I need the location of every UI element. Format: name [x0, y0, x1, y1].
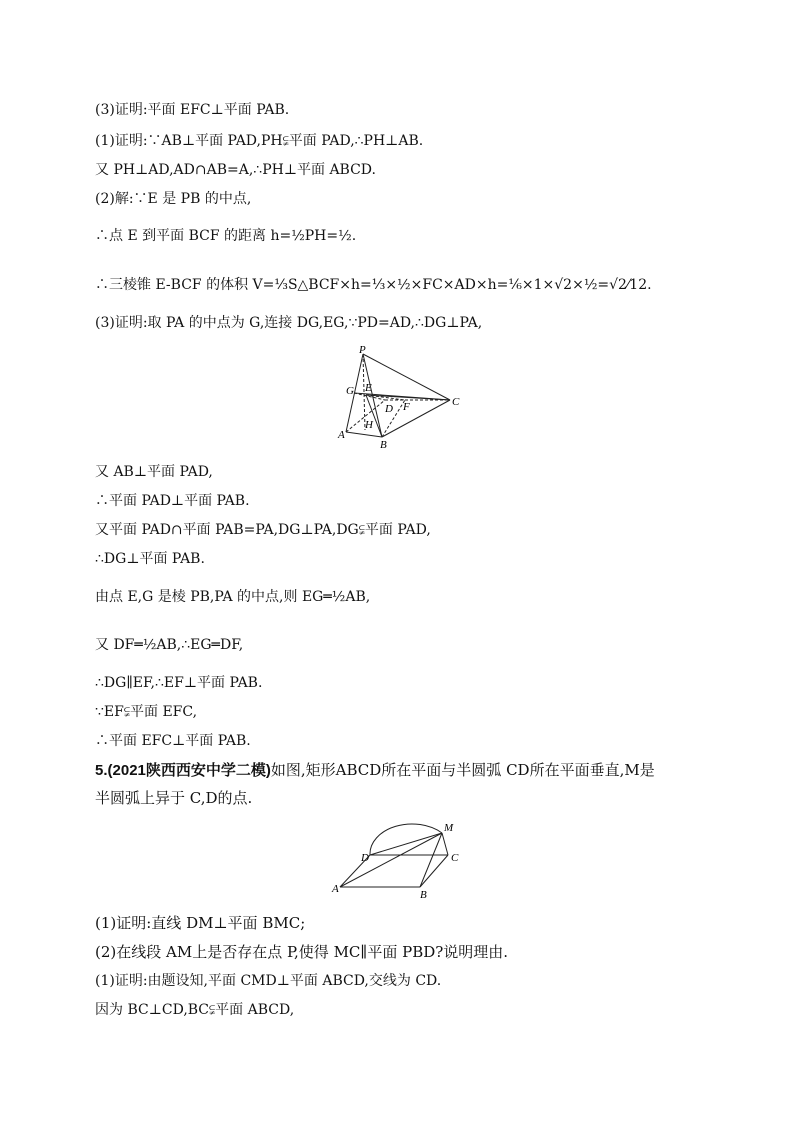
text-line: ∴三棱锥 E-BCF 的体积 V=⅓S△BCF×h=⅓×½×FC×AD×h=⅙×1×√2×½=√2⁄12. [95, 277, 652, 293]
label-E: E [365, 382, 372, 394]
problem-source: (2021陕西西安中学二模) [107, 762, 271, 779]
label-P: P [359, 344, 366, 356]
rectangle-semicircle-figure [330, 815, 470, 905]
problem-5-stem [95, 760, 655, 781]
text-line: 由点 E,G 是棱 PB,PA 的中点,则 EG═½AB, [95, 589, 371, 605]
label-D: D [385, 403, 393, 415]
text-line: (1)证明:∵AB⊥平面 PAD,PH⫋平面 PAD,∴PH⊥AB. [95, 133, 424, 149]
label-C: C [451, 852, 459, 864]
problem-text-2: 半圆弧上异于 C,D的点. [95, 789, 253, 807]
text-line: 又平面 PAD∩平面 PAB=PA,DG⊥PA,DG⫋平面 PAD, [95, 522, 431, 538]
label-B: B [420, 889, 427, 901]
problem-number: 5. [95, 762, 108, 779]
text-line: ∵EF⫋平面 EFC, [95, 704, 198, 720]
label-H: H [365, 419, 373, 431]
label-C: C [452, 396, 460, 408]
problem-text-1: 如图,矩形ABCD所在平面与半圆弧 CD所在平面垂直,M是 [270, 761, 655, 779]
pyramid-figure [330, 342, 470, 454]
text-line: ∴点 E 到平面 BCF 的距离 h=½PH=½. [95, 228, 357, 244]
answer-line: (1)证明:由题设知,平面 CMD⊥平面 ABCD,交线为 CD. [95, 973, 442, 989]
question-2: (2)在线段 AM上是否存在点 P,使得 MC∥平面 PBD?说明理由. [95, 943, 509, 961]
label-B: B [380, 439, 387, 451]
text-line: (3)证明:取 PA 的中点为 G,连接 DG,EG,∵PD=AD,∴DG⊥PA, [95, 315, 483, 331]
text-line: ∴平面 EFC⊥平面 PAB. [95, 733, 251, 749]
text-line: (3)证明:平面 EFC⊥平面 PAB. [95, 102, 290, 118]
text-line: ∴DG⊥平面 PAB. [95, 551, 205, 567]
text-line: 又 AB⊥平面 PAD, [95, 464, 213, 480]
label-D: D [361, 852, 369, 864]
question-1: (1)证明:直线 DM⊥平面 BMC; [95, 914, 306, 932]
label-G: G [346, 385, 354, 397]
text-line: 又 PH⊥AD,AD∩AB=A,∴PH⊥平面 ABCD. [95, 162, 376, 178]
label-A: A [338, 429, 345, 441]
text-line: 又 DF═½AB,∴EG═DF, [95, 637, 244, 653]
text-line: ∴平面 PAD⊥平面 PAB. [95, 493, 250, 509]
label-M: M [444, 822, 454, 834]
label-A: A [332, 883, 339, 895]
answer-line: 因为 BC⊥CD,BC⫋平面 ABCD, [95, 1002, 295, 1018]
label-F: F [403, 401, 410, 413]
text-line: ∴DG∥EF,∴EF⊥平面 PAB. [95, 675, 263, 691]
text-line: (2)解:∵E 是 PB 的中点, [95, 191, 252, 207]
